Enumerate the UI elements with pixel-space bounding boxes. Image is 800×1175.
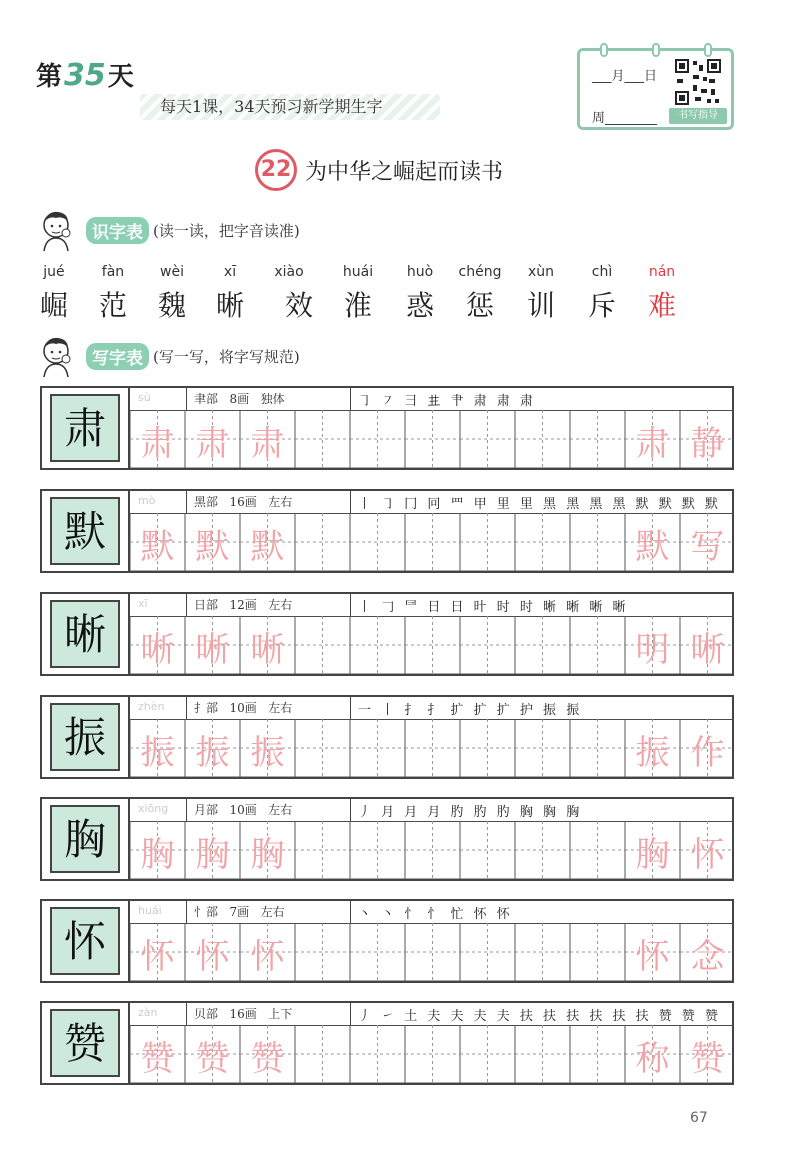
stroke-order: 丨 ㇆ 冂 冋 罒 甲 里 里 黑 黑 黑 黑 默 默 默 默 <box>358 497 721 512</box>
trace-character[interactable]: 晰 <box>140 630 175 670</box>
lesson-number-badge: 22 <box>255 149 297 191</box>
model-cell <box>42 594 130 674</box>
pinyin-label: huái <box>342 264 374 280</box>
character: 斥 <box>587 289 616 322</box>
trace-character[interactable]: 怀 <box>690 835 725 875</box>
pinyin-hint: zàn <box>138 1006 158 1019</box>
practice-row <box>40 899 734 983</box>
week-line[interactable]: 周________ <box>592 111 658 126</box>
structure: 独体 <box>260 392 285 406</box>
character: 范 <box>98 289 127 322</box>
column-divider <box>186 594 187 616</box>
trace-character[interactable]: 赞 <box>140 1039 175 1079</box>
character: 难 <box>647 289 676 322</box>
trace-character[interactable]: 振 <box>635 733 670 773</box>
character-info <box>194 903 285 920</box>
practice-row <box>40 592 734 676</box>
trace-character[interactable]: 作 <box>690 733 725 773</box>
trace-character[interactable]: 静 <box>690 424 725 464</box>
practice-row <box>40 489 734 573</box>
stroke-order: 一 丨 扌 扌 扩 扩 扩 护 振 振 <box>358 703 583 718</box>
radical: 忄部 <box>194 905 219 919</box>
trace-character[interactable]: 振 <box>195 733 230 773</box>
structure: 左右 <box>268 495 293 509</box>
trace-character[interactable]: 振 <box>140 733 175 773</box>
trace-character[interactable]: 念 <box>690 937 725 977</box>
stroke-count: 8画 <box>229 392 250 406</box>
pinyin-hint: xī <box>138 597 148 610</box>
trace-character[interactable]: 肃 <box>140 424 175 464</box>
model-cell <box>42 697 130 777</box>
stroke-count: 7画 <box>229 905 250 919</box>
pinyin-label: jué <box>43 264 65 280</box>
binder-ring-icon <box>652 43 660 57</box>
character: 晰 <box>215 289 244 322</box>
trace-character[interactable]: 明 <box>635 630 670 670</box>
model-cell <box>42 799 130 879</box>
qr-code-icon[interactable] <box>673 57 723 107</box>
stroke-order: 丿 ㇀ 土 夫 夫 夫 夫 扶 扶 扶 扶 扶 扶 赞 赞 赞 <box>358 1009 721 1024</box>
model-character: 怀 <box>63 917 106 966</box>
practice-row <box>40 386 734 470</box>
column-divider <box>350 594 351 616</box>
lesson-heading <box>255 150 503 190</box>
column-divider <box>350 697 351 719</box>
trace-character[interactable]: 写 <box>690 527 725 567</box>
trace-character[interactable]: 肃 <box>635 424 670 464</box>
write-tag: 写字表 <box>86 343 149 370</box>
trace-character[interactable]: 赞 <box>250 1039 285 1079</box>
character: 淮 <box>343 289 372 322</box>
stroke-count: 12画 <box>229 598 257 612</box>
character: 崛 <box>39 289 68 322</box>
model-cell <box>42 491 130 571</box>
pinyin-label: fàn <box>101 264 125 280</box>
character: 训 <box>526 289 555 322</box>
character: 魏 <box>157 289 186 322</box>
date-box <box>577 48 734 130</box>
trace-character[interactable]: 怀 <box>635 937 670 977</box>
stroke-order: ㇆ ㇇ ⺕ 𠀎 肀 肃 肃 肃 <box>358 394 536 409</box>
structure: 左右 <box>260 905 285 919</box>
trace-character[interactable]: 胸 <box>140 835 175 875</box>
model-character: 晰 <box>63 610 106 659</box>
day-prefix: 第 <box>36 62 63 92</box>
trace-character[interactable]: 默 <box>635 527 670 567</box>
column-divider <box>186 491 187 513</box>
pinyin-label: xī <box>223 264 237 280</box>
trace-character[interactable]: 赞 <box>690 1039 725 1079</box>
structure: 左右 <box>268 803 293 817</box>
trace-character[interactable]: 晰 <box>250 630 285 670</box>
practice-row <box>40 797 734 881</box>
qr-label: 书写指导 <box>669 108 727 124</box>
trace-character[interactable]: 晰 <box>690 630 725 670</box>
column-divider <box>350 491 351 513</box>
pinyin-label: chéng <box>458 264 502 280</box>
character-info <box>194 1005 292 1022</box>
column-divider <box>186 697 187 719</box>
character-info <box>194 596 292 613</box>
column-divider <box>186 1003 187 1025</box>
structure: 左右 <box>268 598 293 612</box>
character: 效 <box>284 289 313 322</box>
trace-character[interactable]: 胸 <box>195 835 230 875</box>
model-cell <box>42 388 130 468</box>
stroke-count: 10画 <box>229 701 257 715</box>
radical: 黑部 <box>194 495 219 509</box>
practice-row <box>40 695 734 779</box>
subtitle: 每天1课，34天预习新学期生字 <box>160 97 383 116</box>
column-divider <box>350 901 351 923</box>
model-cell <box>42 901 130 981</box>
column-divider <box>186 799 187 821</box>
date-line[interactable]: ___月___日 <box>592 69 658 84</box>
character-info <box>194 699 292 716</box>
pinyin-hint: sù <box>138 391 151 404</box>
character-info <box>194 493 292 510</box>
model-character: 胸 <box>63 815 106 864</box>
trace-character[interactable]: 怀 <box>195 937 230 977</box>
structure: 上下 <box>268 1007 293 1021</box>
model-character: 默 <box>63 507 106 556</box>
trace-character[interactable]: 默 <box>250 527 285 567</box>
trace-character[interactable]: 怀 <box>250 937 285 977</box>
pinyin-hint: mò <box>138 494 156 507</box>
character-info <box>194 390 285 407</box>
radical: 聿部 <box>194 392 219 406</box>
structure: 左右 <box>268 701 293 715</box>
write-hint: (写一写，将字写规范) <box>153 347 300 366</box>
day-number: 35 <box>64 58 106 93</box>
recognize-tag: 识字表 <box>86 217 149 244</box>
child-reading-icon <box>36 207 82 253</box>
column-divider <box>350 799 351 821</box>
binder-ring-icon <box>600 43 608 57</box>
model-character: 振 <box>63 713 106 762</box>
pinyin-label: xiào <box>274 264 304 280</box>
trace-character[interactable]: 肃 <box>195 424 230 464</box>
day-heading <box>36 56 134 93</box>
binder-ring-icon <box>704 43 712 57</box>
child-writing-icon <box>36 333 82 379</box>
model-cell <box>42 1003 130 1083</box>
trace-character[interactable]: 赞 <box>195 1039 230 1079</box>
trace-character[interactable]: 默 <box>195 527 230 567</box>
character: 惑 <box>405 289 434 322</box>
stroke-count: 16画 <box>229 1007 257 1021</box>
trace-character[interactable]: 默 <box>140 527 175 567</box>
pinyin-hint: xiōng <box>138 802 169 815</box>
character-info <box>194 801 292 818</box>
model-character: 赞 <box>63 1019 106 1068</box>
stroke-order: 丨 𠃌 ⺜ 日 日 旪 时 时 晰 晰 晰 晰 <box>358 600 629 615</box>
recognize-section-heading <box>36 210 300 250</box>
recognize-hint: (读一读，把字音读准) <box>153 221 300 240</box>
trace-character[interactable]: 晰 <box>195 630 230 670</box>
radical: 日部 <box>194 598 219 612</box>
pinyin-hint: huái <box>138 904 162 917</box>
write-section-heading <box>36 336 300 376</box>
stroke-order: 丶 丶 忄 忄 忙 怀 怀 <box>358 907 513 922</box>
model-character: 肃 <box>63 404 106 453</box>
trace-character[interactable]: 肃 <box>250 424 285 464</box>
character: 惩 <box>465 289 494 322</box>
pinyin-label: nán <box>648 264 676 280</box>
trace-character[interactable]: 振 <box>250 733 285 773</box>
column-divider <box>186 388 187 410</box>
stroke-count: 10画 <box>229 803 257 817</box>
trace-character[interactable]: 怀 <box>140 937 175 977</box>
trace-character[interactable]: 胸 <box>635 835 670 875</box>
pinyin-label: xùn <box>527 264 555 280</box>
column-divider <box>350 1003 351 1025</box>
page-number: 67 <box>690 1110 708 1126</box>
lesson-title: 为中华之崛起而读书 <box>305 159 504 185</box>
pinyin-label: huò <box>406 264 434 280</box>
pinyin-label: chì <box>591 264 613 280</box>
trace-character[interactable]: 胸 <box>250 835 285 875</box>
radical: 扌部 <box>194 701 219 715</box>
practice-row <box>40 1001 734 1085</box>
trace-character[interactable]: 称 <box>635 1039 670 1079</box>
radical: 月部 <box>194 803 219 817</box>
pinyin-label: wèi <box>160 264 184 280</box>
stroke-order: 丿 月 月 月 肑 肑 肑 胸 胸 胸 <box>358 805 583 820</box>
pinyin-hint: zhèn <box>138 700 165 713</box>
radical: 贝部 <box>194 1007 219 1021</box>
stroke-count: 16画 <box>229 495 257 509</box>
day-suffix: 天 <box>107 62 134 92</box>
column-divider <box>350 388 351 410</box>
column-divider <box>186 901 187 923</box>
